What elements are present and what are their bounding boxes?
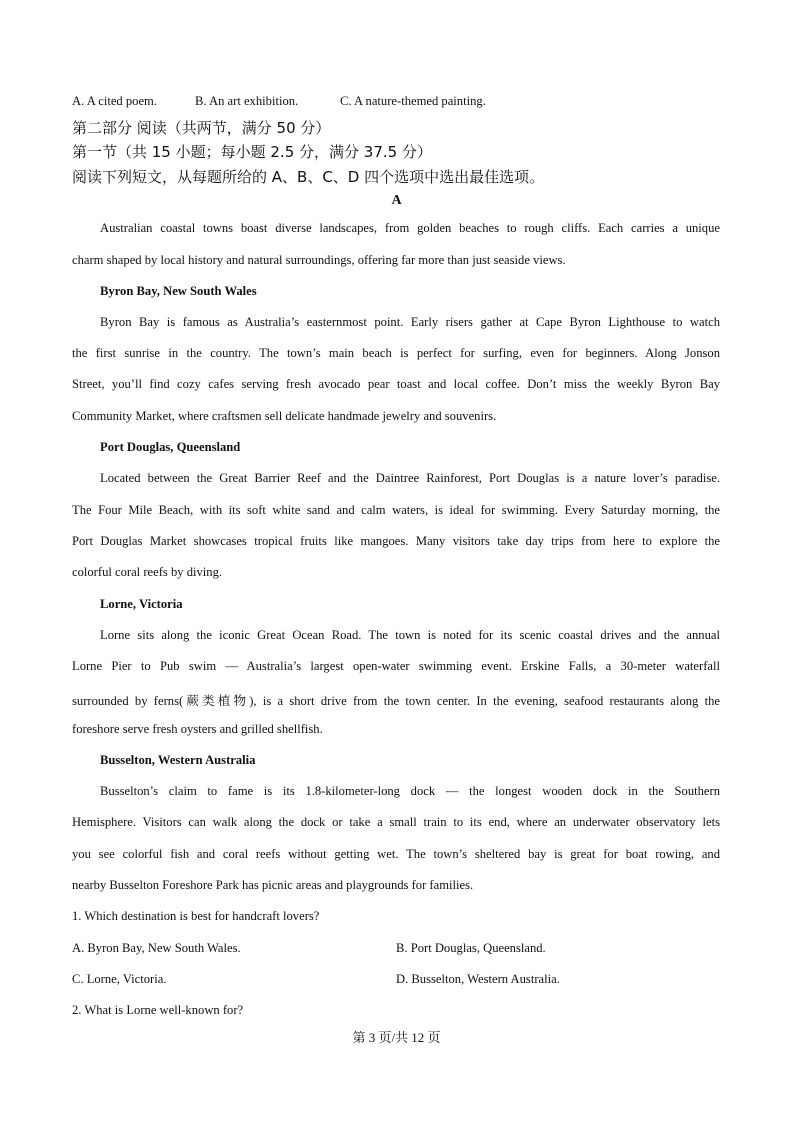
paragraph-line: The Four Mile Beach, with its soft white sand and calm waters, is ideal for swimming. Every Saturday morning, the <box>72 503 720 517</box>
paragraph-line: Lorne sits along the iconic Great Ocean Road. The town is noted for its scenic coastal drives and the annual <box>100 628 720 642</box>
answer-option-b: B. Port Douglas, Queensland. <box>396 941 546 955</box>
paragraph-line: Lorne Pier to Pub swim — Australia’s largest open-water swimming event. Erskine Falls, a 30-meter waterfall <box>72 659 720 673</box>
answer-option-d: D. Busselton, Western Australia. <box>396 972 560 986</box>
paragraph-line: foreshore serve fresh oysters and grilled shellfish. <box>72 722 323 736</box>
paragraph-line: Hemisphere. Visitors can walk along the dock or take a small train to its end, where an underwater observatory lets <box>72 815 720 829</box>
section-title-port-douglas: Port Douglas, Queensland <box>100 440 241 454</box>
intro-line-2: charm shaped by local history and natural surroundings, offering far more than just seaside views. <box>72 253 566 267</box>
paragraph-line: Street, you’ll find cozy cafes serving fresh avocado pear toast and local coffee. Don’t miss the weekly Byron Bay <box>72 377 720 391</box>
answer-option-a: A. Byron Bay, New South Wales. <box>72 941 241 955</box>
paragraph-line: surrounded by ferns(蕨类植物), is a short drive from the town center. In the evening, seafood restaurants along the <box>72 694 720 708</box>
section-heading: 第二部分 阅读（共两节，满分 50 分） <box>72 119 331 137</box>
passage-label: A <box>391 193 402 208</box>
subsection-heading: 第一节（共 15 小题；每小题 2.5 分，满分 37.5 分） <box>72 143 432 161</box>
previous-question-options <box>72 94 720 110</box>
question-stem: 1. Which destination is best for handcraft lovers? <box>72 909 320 923</box>
paragraph-line: the first sunrise in the country. The town’s main beach is perfect for surfing, even for beginners. Along Jonson <box>72 346 720 360</box>
paragraph-line: Port Douglas Market showcases tropical fruits like mangoes. Many visitors take day trips from here to explore the <box>72 534 720 548</box>
section-title-busselton: Busselton, Western Australia <box>100 753 256 767</box>
section-title-lorne: Lorne, Victoria <box>100 597 183 611</box>
paragraph-line: colorful coral reefs by diving. <box>72 565 223 579</box>
instructions: 阅读下列短文，从每题所给的 A、B、C、D 四个选项中选出最佳选项。 <box>72 168 545 186</box>
question-stem: 2. What is Lorne well-known for? <box>72 1003 244 1017</box>
page-footer: 第 3 页/共 12 页 <box>352 1030 441 1045</box>
option-b: B. An art exhibition. <box>195 94 299 108</box>
paragraph-line: Byron Bay is famous as Australia’s easternmost point. Early risers gather at Cape Byron Lighthouse to watch <box>100 315 720 329</box>
paragraph-line: Located between the Great Barrier Reef and the Daintree Rainforest, Port Douglas is a nature lover’s paradise. <box>100 471 720 485</box>
paragraph-line: Community Market, where craftsmen sell delicate handmade jewelry and souvenirs. <box>72 409 497 423</box>
paragraph-line: Busselton’s claim to fame is its 1.8-kilometer-long dock — the longest wooden dock in the Southern <box>100 784 720 798</box>
option-c: C. A nature-themed painting. <box>340 94 486 108</box>
answer-option-c: C. Lorne, Victoria. <box>72 972 167 986</box>
paragraph-line: you see colorful fish and coral reefs without getting wet. The town’s sheltered bay is great for boat rowing, and <box>72 847 720 861</box>
section-title-byron-bay: Byron Bay, New South Wales <box>100 284 257 298</box>
intro-line-1: Australian coastal towns boast diverse landscapes, from golden beaches to rough cliffs. Each carries a unique <box>100 221 720 235</box>
option-a: A. A cited poem. <box>72 94 157 108</box>
paragraph-line: nearby Busselton Foreshore Park has picnic areas and playgrounds for families. <box>72 878 474 892</box>
